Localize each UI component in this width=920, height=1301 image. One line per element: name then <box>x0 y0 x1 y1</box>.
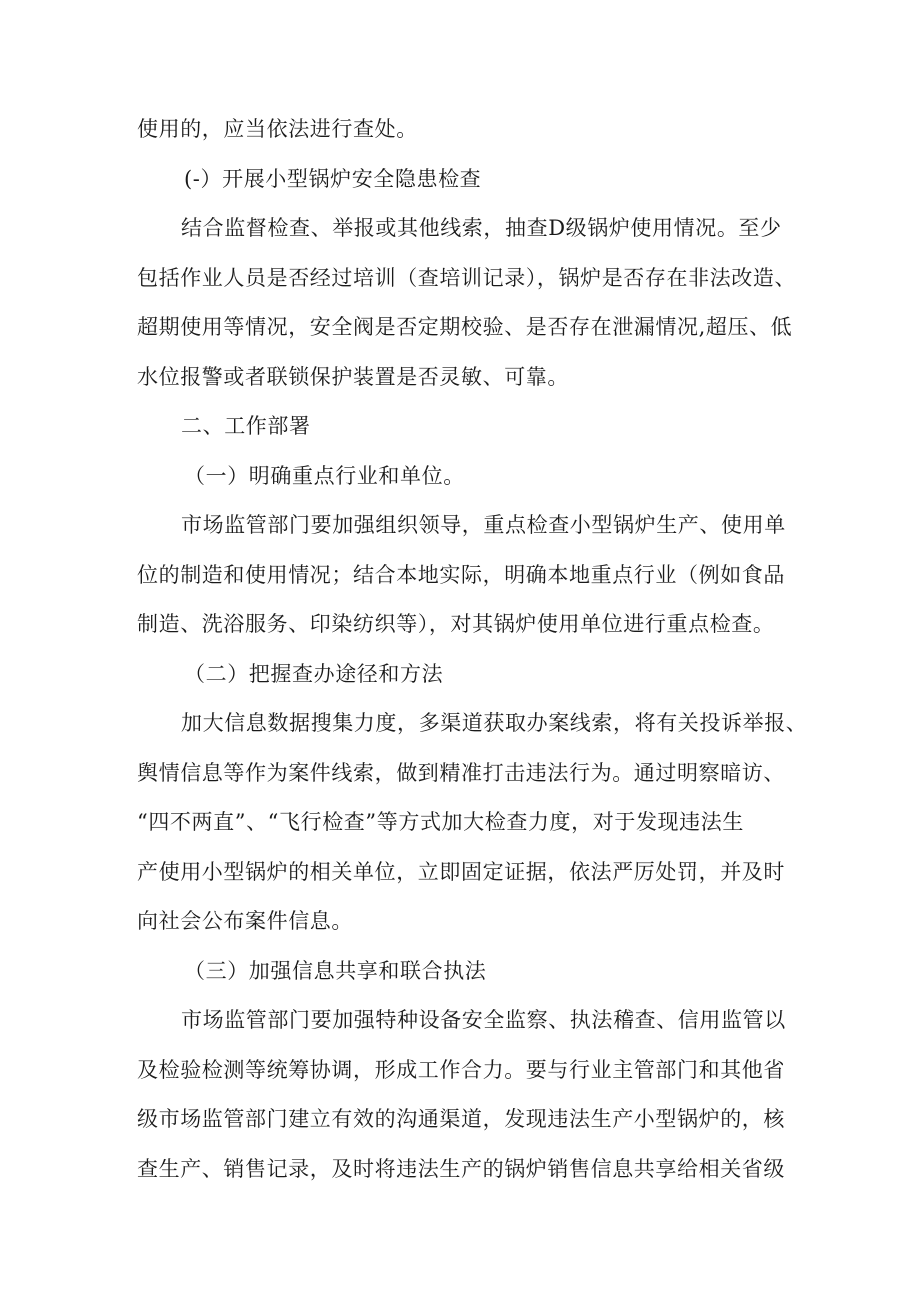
body-text-line: 向社会公布案件信息。 <box>137 909 353 933</box>
body-text-line: 使用的，应当依法进行查处。 <box>137 117 418 141</box>
body-text-line: 产使用小型锅炉的相关单位，立即固定证据，依法严厉处罚，并及时 <box>137 860 785 884</box>
body-text-line: 水位报警或者联锁保护装置是否灵敏、可靠。 <box>137 365 569 389</box>
paragraph-first-line: 市场监管部门要加强组织领导，重点检查小型锅炉生产、使用单 <box>181 513 786 537</box>
body-text-line: 位的制造和使用情况；结合本地实际，明确本地重点行业（例如食品 <box>137 563 785 587</box>
paragraph-first-line: 加大信息数据搜集力度，多渠道获取办案线索，将有关投诉举报、 <box>181 711 808 735</box>
paragraph-first-line: 市场监管部门要加强特种设备安全监察、执法稽查、信用监管以 <box>181 1008 786 1032</box>
body-text-line: “四不两直”、“飞行检查”等方式加大检查力度，对于发现违法生 <box>137 810 744 834</box>
body-text-line: 查生产、销售记录，及时将违法生产的锅炉销售信息共享给相关省级 <box>137 1157 785 1181</box>
subsection-heading: （一）明确重点行业和单位。 <box>184 464 465 488</box>
body-text-line: 包括作业人员是否经过培训（查培训记录），锅炉是否存在非法改造、 <box>137 266 797 290</box>
subsection-heading: (-）开展小型锅炉安全隐患检查 <box>184 167 482 191</box>
body-text-line: 制造、洗浴服务、印染纺织等），对其锅炉使用单位进行重点检查。 <box>137 612 775 636</box>
body-text-line: 及检验检测等统筹协调，形成工作合力。要与行业主管部门和其他省 <box>137 1058 785 1082</box>
subsection-heading: （二）把握查办途径和方法 <box>184 662 444 686</box>
body-text-line: 超期使用等情况，安全阀是否定期校验、是否存在泄漏情况,超压、低 <box>137 315 793 339</box>
paragraph-first-line: 结合监督检查、举报或其他线索，抽查D级锅炉使用情况。至少 <box>181 216 782 240</box>
section-heading: 二、工作部署 <box>181 414 311 438</box>
body-text-line: 级市场监管部门建立有效的沟通渠道，发现违法生产小型锅炉的，核 <box>137 1107 785 1131</box>
subsection-heading: （三）加强信息共享和联合执法 <box>184 959 487 983</box>
body-text-line: 舆情信息等作为案件线索，做到精准打击违法行为。通过明察暗访、 <box>137 761 785 785</box>
